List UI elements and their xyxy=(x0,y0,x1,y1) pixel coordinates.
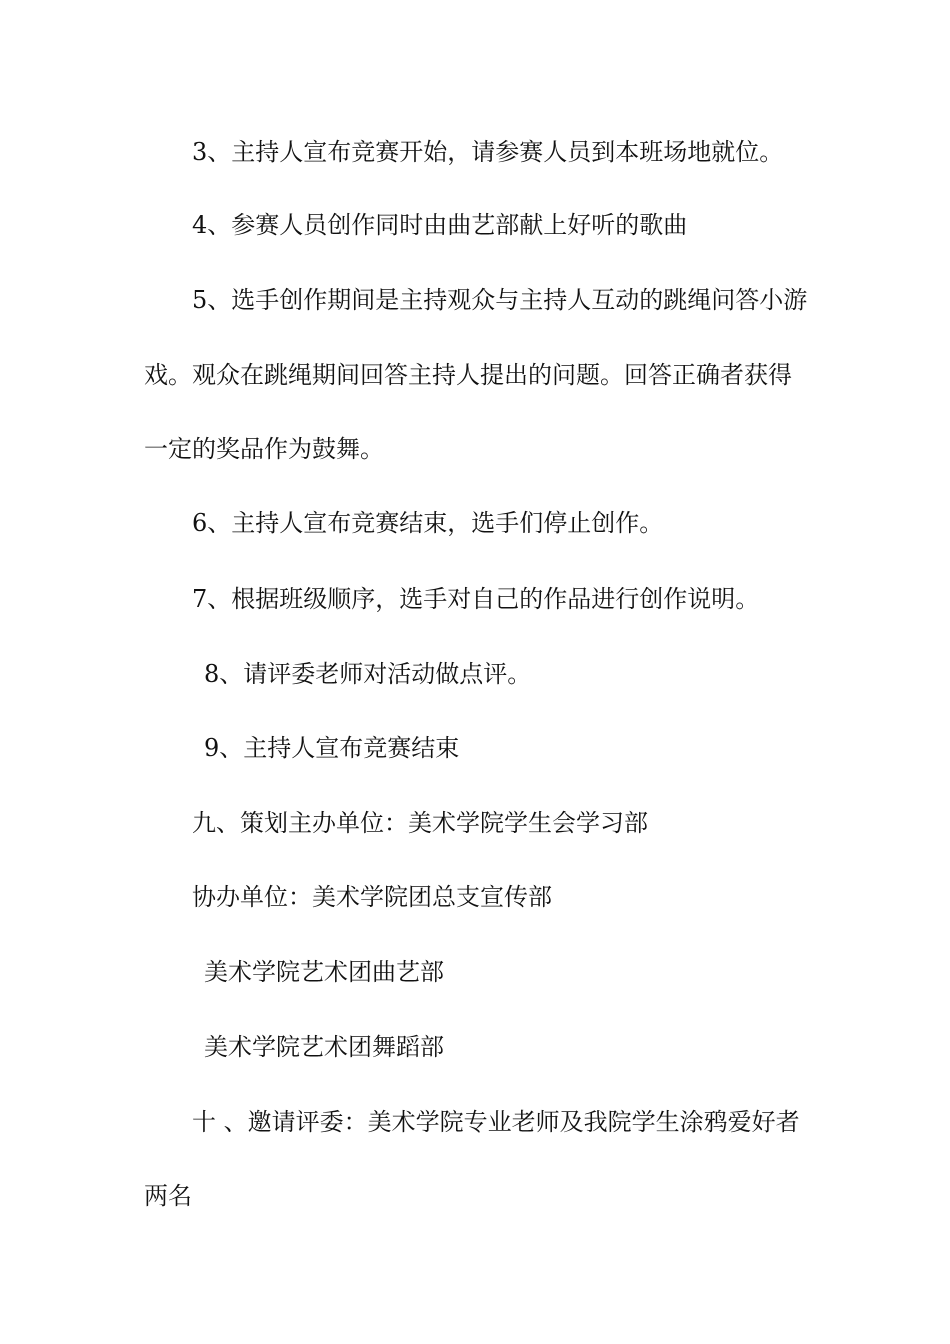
paragraph-line-step-5: 5、选手创作期间是主持观众与主持人互动的跳绳问答小游 xyxy=(192,286,808,314)
paragraph-line-step-8: 8、请评委老师对活动做点评。 xyxy=(204,660,532,688)
paragraph-line-coorganizer: 协办单位：美术学院团总支宣传部 xyxy=(192,883,552,911)
paragraph-line-step-7: 7、根据班级顺序，选手对自己的作品进行创作说明。 xyxy=(192,585,760,613)
section-heading-organizer: 九、策划主办单位：美术学院学生会学习部 xyxy=(192,809,648,837)
paragraph-line-step-5-continuation: 戏。观众在跳绳期间回答主持人提出的问题。回答正确者获得 xyxy=(144,361,792,389)
paragraph-line-coorganizer-dance: 美术学院艺术团舞蹈部 xyxy=(204,1033,444,1061)
paragraph-line-judges-end: 两名 xyxy=(144,1182,192,1210)
paragraph-line-coorganizer-quyi: 美术学院艺术团曲艺部 xyxy=(204,958,444,986)
paragraph-line-step-9: 9、主持人宣布竞赛结束 xyxy=(204,734,460,762)
paragraph-line-step-5-end: 一定的奖品作为鼓舞。 xyxy=(144,435,384,463)
paragraph-line-step-3: 3、主持人宣布竞赛开始，请参赛人员到本班场地就位。 xyxy=(192,138,784,166)
section-heading-judges: 十 、邀请评委：美术学院专业老师及我院学生涂鸦爱好者 xyxy=(192,1108,800,1136)
paragraph-line-step-4: 4、参赛人员创作同时由曲艺部献上好听的歌曲 xyxy=(192,211,688,239)
paragraph-line-step-6: 6、主持人宣布竞赛结束，选手们停止创作。 xyxy=(192,509,664,537)
